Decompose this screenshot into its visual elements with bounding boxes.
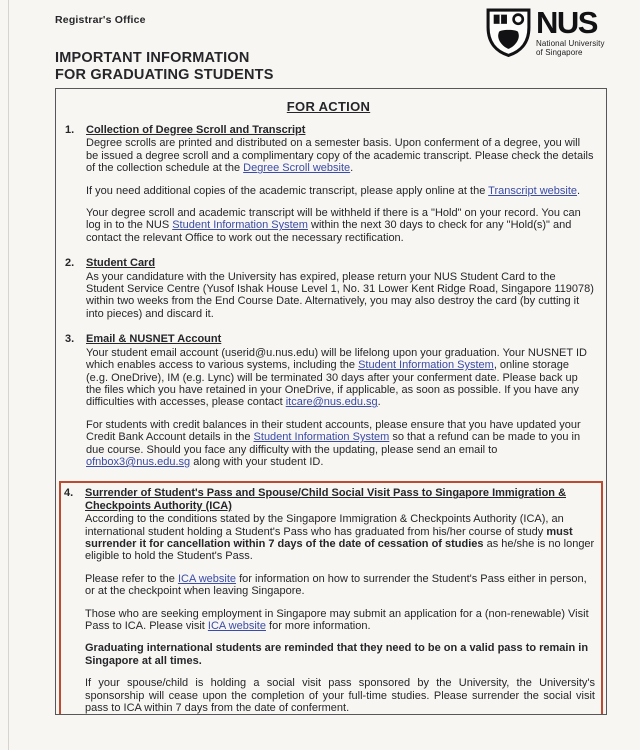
section-number: 2. (65, 257, 75, 270)
section-heading: Email & NUSNET Account (86, 333, 222, 346)
student-information-system-link[interactable]: Student Information System (358, 359, 494, 372)
section-2-student-card (63, 257, 594, 330)
paragraph (86, 185, 594, 197)
text: for more information. (265, 620, 371, 632)
section-heading: Student Card (86, 257, 156, 270)
section-number: 4. (64, 487, 74, 500)
section-content (85, 487, 595, 715)
page-edge-line (8, 0, 9, 750)
highlight-box (59, 481, 603, 715)
nus-shield-icon (486, 8, 531, 57)
paragraph (86, 347, 594, 409)
paragraph (86, 419, 594, 469)
section-3-email-nusnet (63, 333, 594, 478)
text: for information on how to surrender the Student's Pass either in person, or at the checkpoint when leaving Singapore. (85, 572, 587, 598)
student-information-system-link[interactable]: Student Information System (253, 431, 390, 444)
page-header (55, 14, 274, 84)
text: . (350, 162, 354, 175)
bold-text: must surrender it for cancellation within 7 days of the date of cessation of studies (85, 525, 573, 550)
section-number: 1. (65, 124, 75, 136)
itcare-nus-edu-sg-link[interactable]: itcare@nus.edu.sg (285, 396, 378, 409)
section-content (86, 333, 594, 478)
text: , online storage (e.g. OneDrive), IM (e.g. Lync) will be terminated 30 days after your conferment date. Please back up the files which you have retained in your OneDrive, if applicable, as soon as possible. If you have any difficulties with accesses, please contact (86, 359, 579, 409)
section-content (86, 124, 594, 254)
ica-website-link[interactable]: ICA website (207, 620, 266, 632)
nus-logo (486, 5, 605, 57)
text: . (577, 184, 581, 197)
paragraph (86, 137, 594, 174)
student-information-system-link[interactable]: Student Information System (172, 219, 308, 232)
section-1-degree-scroll (63, 124, 594, 254)
transcript-website-link[interactable]: Transcript website (488, 184, 578, 197)
page-title (55, 50, 274, 84)
text: as he/she is no longer eligible to hold the Student's Pass. (85, 537, 595, 563)
section-number: 3. (65, 333, 75, 346)
nus-logo-text (536, 5, 605, 57)
for-action-box (55, 88, 607, 715)
paragraph (85, 608, 595, 633)
text: Your degree scroll and academic transcript will be withheld if there is a "Hold" on your record. You can log in to the NUS (86, 207, 581, 232)
text: so that a refund can be made to you in due course. Should you face any difficulty with the updating, please send an email to (86, 431, 581, 456)
ica-website-link[interactable]: ICA website (177, 572, 237, 585)
degree-scroll-website-link[interactable]: Degree Scroll website (243, 162, 351, 175)
text: Degree scrolls are printed and distributed on a semester basis. Upon conferment of a degree, you will be issued a degree scroll and a complimentary copy of the academic transcript. Please check the details of the collection schedule at the (86, 137, 594, 175)
page-title-line1: IMPORTANT INFORMATION (55, 50, 250, 66)
paragraph (86, 207, 594, 244)
registrars-office-label: Registrar's Office (55, 14, 146, 26)
paragraph (85, 677, 595, 714)
ofnbox3-nus-edu-sg-link[interactable]: ofnbox3@nus.edu.sg (86, 455, 191, 468)
nus-name-line1: National University (536, 39, 605, 48)
paragraph (86, 271, 594, 321)
text: Those who are seeking employment in Singapore may submit an application for a (non-renewable) Visit Pass to ICA. Please visit (85, 607, 589, 632)
text: If your spouse/child is holding a social visit pass sponsored by the University, the University's sponsorship will cease upon the completion of your full-time studies. Please surrender the social visit pass to ICA within 7 days from the date of conferment. (85, 677, 595, 715)
text: According to the conditions stated by the Singapore Immigration & Checkpoints Authority (ICA), an international student holding a Student's Pass who has graduated from his/her course of study (85, 513, 564, 538)
bold-text: Graduating international students are reminded that they need to be on a valid pass to remain in Singapore at all times. (85, 642, 589, 667)
text: If you need additional copies of the academic transcript, please apply online at the (86, 184, 489, 197)
text: within the next 30 days to check for any "Hold(s)" and contact the relevant Office to work out the necessary rectification. (86, 219, 572, 244)
text: along with your student ID. (190, 455, 324, 468)
nus-name-line2: of Singapore (536, 48, 583, 57)
section-heading: Surrender of Student's Pass and Spouse/Child Social Visit Pass to Singapore Immigration & Checkpoints Authority (ICA) (85, 487, 567, 512)
paragraph (85, 573, 595, 598)
nus-acronym: NUS (536, 5, 597, 40)
paragraph (85, 513, 595, 563)
page-title-line2: FOR GRADUATING STUDENTS (55, 67, 274, 83)
text: Please refer to the (85, 572, 178, 585)
text: . (377, 396, 381, 409)
section-content (86, 257, 594, 330)
nus-name (536, 39, 605, 57)
text: For students with credit balances in their student accounts, please ensure that you have updated your Credit Bank Account details in the (86, 418, 581, 444)
paragraph (85, 642, 595, 667)
text: Your student email account (userid@u.nus.edu) will be lifelong upon your graduation. Your NUSNET ID which enables access to various systems, including the (86, 346, 587, 372)
section-4-surrender-pass (62, 487, 595, 715)
text: As your candidature with the University has expired, please return your NUS Student Card to the Student Service Centre (Yusof Ishak House Level 1, No. 31 Lower Kent Ridge Road, Singapore 119078) within two weeks from the End Course Date. Alternatively, you may also destroy the card (by cutting it into pieces) and discard it. (86, 270, 594, 320)
section-heading: Collection of Degree Scroll and Transcript (86, 124, 306, 136)
for-action-header: FOR ACTION (286, 99, 371, 114)
